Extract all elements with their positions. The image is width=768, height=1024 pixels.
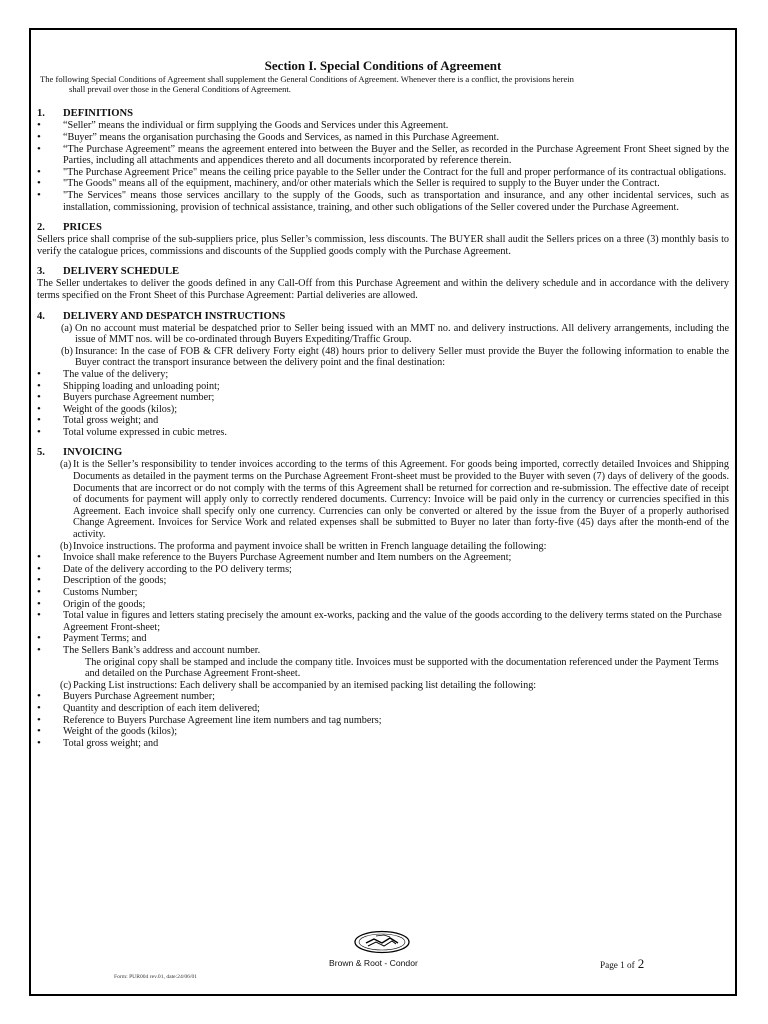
list-item: • Customs Number; [37, 587, 729, 599]
section-delivery-schedule [37, 266, 729, 301]
clause-5b: (b) Invoice instructions. The proforma and payment invoice shall be written in French language detailing the following: [60, 540, 547, 552]
document-body [37, 58, 729, 749]
company-name: Brown & Root - Condor [329, 958, 418, 968]
section-heading: 2. PRICES [37, 222, 102, 234]
list-item: • The Sellers Bank’s address and account number. [37, 645, 729, 657]
section-heading: 3. DELIVERY SCHEDULE [37, 266, 180, 278]
form-reference: Form: PUR004 rev.01, date:24/06/01 [114, 974, 198, 980]
intro-line-2: shall prevail over those in the General Conditions of Agreement. [69, 84, 291, 95]
section-heading: 5. INVOICING [37, 447, 123, 459]
list-item: • Total value in figures and letters stating precisely the amount ex-works, packing and the value of the goods according to the delivery terms stated on the Purchase Agreement Front-sheet; [37, 610, 729, 633]
list-item: • "The Services" means those services ancillary to the supply of the Goods, such as transportation and insurance, and any other incidental services, such as installation, commissioning, provision of technical assistance, training, and other such obligations of the Seller covered under the Purchase Agreement. [37, 190, 729, 213]
section-definitions [37, 108, 729, 213]
list-item: • Quantity and description of each item delivered; [37, 703, 729, 715]
list-item: • Reference to Buyers Purchase Agreement line item numbers and tag numbers; [37, 715, 729, 727]
list-item: • Date of the delivery according to the PO delivery terms; [37, 564, 729, 576]
section-prices [37, 222, 729, 257]
company-logo [354, 930, 410, 954]
packing-list-items [37, 691, 729, 749]
list-item: • Description of the goods; [37, 575, 729, 587]
insurance-info-list [37, 369, 729, 439]
list-item: • “Seller” means the individual or firm supplying the Goods and Services under this Agreement. [37, 120, 729, 132]
delivery-schedule-text: The Seller undertakes to deliver the goods defined in any Call-Off from this Purchase Agreement and within the delivery schedule and in accordance with the delivery terms specified on the Front Sheet of this Purchase Agreement: Partial deliveries are allowed. [37, 278, 729, 301]
list-item: • Payment Terms; and [37, 633, 729, 645]
intro-paragraph [40, 74, 729, 94]
list-item: • "The Goods" means all of the equipment, machinery, and/or other materials which the Seller is required to supply to the Buyer under the Contract. [37, 178, 729, 190]
clause-5a: (a) It is the Seller’s responsibility to tender invoices according to the terms of this Agreement. For goods being imported, correctly detailed Invoices and Shipping Documents as detailed in the payment terms on the Purchase Agreement Front-sheet must be provided to the Buyer with seven (7) days of delivery of the goods. Documents that are incorrect or do not comply with the terms of this Agreement shall be returned for correction and re-submission. The effective date of receipt of documents for payment will apply only to correctly rendered documents. Currency: Invoice will be paid only in the currency or currencies specified in this Agreement. Each invoice shall specify only one currency. Currencies can only be converted or altered by the issue from the Buyer of a properly authorised Change Agreement. Invoices for Service Work and related expenses shall be submitted to Buyer no later than forty-five (45) days after the month-end of the activity. [60, 459, 729, 541]
invoice-details-list [37, 552, 729, 656]
list-item: • Buyers purchase Agreement number; [37, 392, 729, 404]
list-item: • The value of the delivery; [37, 369, 729, 381]
list-item: • Shipping loading and unloading point; [37, 381, 729, 393]
list-item: • “Buyer” means the organisation purchasing the Goods and Services, as named in this Purchase Agreement. [37, 132, 729, 144]
page-title: Section I. Special Conditions of Agreement [264, 58, 502, 73]
prices-text: Sellers price shall comprise of the sub-suppliers price, plus Seller’s commission, less discounts. The BUYER shall audit the Sellers prices on a three (3) monthly basis to verify the catalogue prices, commissions and discounts of the Supplied goods comply with the Purchase Agreement. [37, 234, 729, 257]
list-item: • Origin of the goods; [37, 599, 729, 611]
list-item: • Total gross weight; and [37, 415, 729, 427]
list-item: • Invoice shall make reference to the Buyers Purchase Agreement number and Item numbers on the Agreement; [37, 552, 729, 564]
section-heading: 1. DEFINITIONS [37, 108, 134, 120]
intro-line-1: The following Special Conditions of Agreement shall supplement the General Conditions of Agreement. Whenever there is a conflict, the provisions herein [40, 74, 574, 84]
section-heading: 4. DELIVERY AND DESPATCH INSTRUCTIONS [37, 310, 286, 322]
list-item: • Weight of the goods (kilos); [37, 404, 729, 416]
page-number: Page 1 of 2 [600, 956, 645, 971]
invoice-original-copy-note: The original copy shall be stamped and include the company title. Invoices must be supported with the documentation referenced under the Payment Terms and detailed on the Purchase Agreement Front-sheet. [85, 656, 719, 680]
list-item: • Buyers Purchase Agreement number; [37, 691, 729, 703]
section-delivery-despatch [37, 311, 729, 439]
list-item: • Total gross weight; and [37, 738, 729, 750]
clause-4a: (a) On no account must material be despatched prior to Seller being issued with an MMT no. and delivery instructions. All delivery arrangements, including the issue of MMT nos. will be co-ordinated through Buyers Expediting/Traffic Group. [61, 322, 729, 346]
list-item: • “The Purchase Agreement” means the agreement entered into between the Buyer and the Seller, as recorded in the Purchase Agreement Front Sheet signed by the Parties, including all attachments and appendices thereto and all documents incorporated by reference therein. [37, 144, 729, 167]
clause-4b: (b) Insurance: In the case of FOB & CFR delivery Forty eight (48) hours prior to delivery Seller must provide the Buyer the following information to enable the Buyer contract the transport insurance between the delivery point and the final destination: [61, 345, 729, 369]
clause-5c: (c) Packing List instructions: Each delivery shall be accompanied by an itemised packing list detailing the following: [60, 679, 537, 691]
list-item: • "The Purchase Agreement Price" means the ceiling price payable to the Seller under the Contract for the full and proper performance of its contractual obligations. [37, 167, 729, 179]
definitions-list [37, 120, 729, 213]
list-item: • Total volume expressed in cubic metres. [37, 427, 729, 439]
list-item: • Weight of the goods (kilos); [37, 726, 729, 738]
section-invoicing [37, 447, 729, 749]
page-footer [29, 926, 737, 986]
